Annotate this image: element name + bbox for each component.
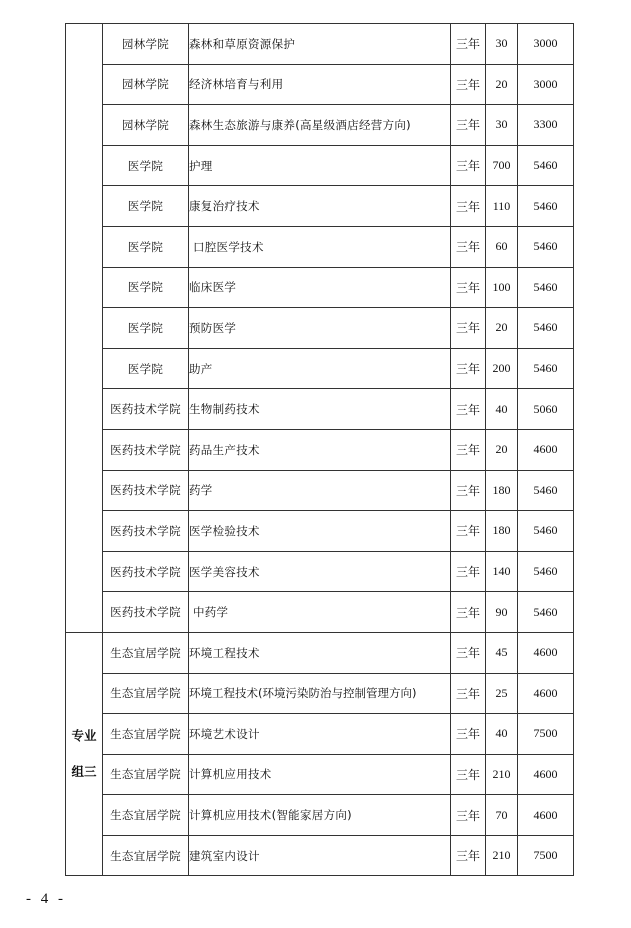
enrollment-table-body [66, 24, 574, 876]
quota-cell: 180 [486, 511, 518, 552]
group-cell-three [66, 632, 103, 876]
enrollment-table [65, 23, 574, 876]
quota-cell: 180 [486, 470, 518, 511]
years-cell: 三年 [451, 673, 486, 714]
college-cell: 医药技术学院 [103, 511, 189, 552]
major-cell: 康复治疗技术 [189, 186, 451, 227]
quota-cell: 20 [486, 64, 518, 105]
college-cell: 医药技术学院 [103, 429, 189, 470]
fee-cell: 3000 [518, 64, 574, 105]
fee-cell: 4600 [518, 754, 574, 795]
fee-cell: 5460 [518, 551, 574, 592]
fee-cell: 5460 [518, 592, 574, 633]
college-cell: 生态宜居学院 [103, 632, 189, 673]
table-row [66, 632, 574, 673]
major-cell: 计算机应用技术(智能家居方向) [189, 795, 451, 836]
table-row [66, 551, 574, 592]
years-cell: 三年 [451, 24, 486, 65]
college-cell: 医学院 [103, 348, 189, 389]
table-row [66, 795, 574, 836]
fee-cell: 7500 [518, 714, 574, 755]
quota-cell: 100 [486, 267, 518, 308]
table-row [66, 754, 574, 795]
years-cell: 三年 [451, 632, 486, 673]
years-cell: 三年 [451, 105, 486, 146]
years-cell: 三年 [451, 714, 486, 755]
major-cell: 护理 [189, 145, 451, 186]
table-row [66, 470, 574, 511]
major-cell: 计算机应用技术 [189, 754, 451, 795]
fee-cell: 7500 [518, 835, 574, 876]
quota-cell: 20 [486, 308, 518, 349]
college-cell: 园林学院 [103, 64, 189, 105]
years-cell: 三年 [451, 754, 486, 795]
college-cell: 医药技术学院 [103, 470, 189, 511]
major-cell: 药品生产技术 [189, 429, 451, 470]
college-cell: 医学院 [103, 267, 189, 308]
major-cell: 预防医学 [189, 308, 451, 349]
years-cell: 三年 [451, 511, 486, 552]
major-cell: 医学检验技术 [189, 511, 451, 552]
quota-cell: 210 [486, 835, 518, 876]
fee-cell: 5060 [518, 389, 574, 430]
years-cell: 三年 [451, 186, 486, 227]
college-cell: 医药技术学院 [103, 592, 189, 633]
quota-cell: 40 [486, 389, 518, 430]
college-cell: 园林学院 [103, 105, 189, 146]
years-cell: 三年 [451, 592, 486, 633]
college-cell: 生态宜居学院 [103, 714, 189, 755]
years-cell: 三年 [451, 429, 486, 470]
years-cell: 三年 [451, 389, 486, 430]
fee-cell: 4600 [518, 795, 574, 836]
college-cell: 生态宜居学院 [103, 835, 189, 876]
major-cell: 森林生态旅游与康养(高星级酒店经营方向) [189, 105, 451, 146]
table-row [66, 714, 574, 755]
table-row [66, 105, 574, 146]
quota-cell: 70 [486, 795, 518, 836]
quota-cell: 45 [486, 632, 518, 673]
fee-cell: 5460 [518, 470, 574, 511]
major-cell: 临床医学 [189, 267, 451, 308]
table-row [66, 348, 574, 389]
table-row [66, 835, 574, 876]
table-row [66, 226, 574, 267]
fee-cell: 3300 [518, 105, 574, 146]
quota-cell: 200 [486, 348, 518, 389]
quota-cell: 60 [486, 226, 518, 267]
years-cell: 三年 [451, 64, 486, 105]
years-cell: 三年 [451, 308, 486, 349]
years-cell: 三年 [451, 348, 486, 389]
table-row [66, 64, 574, 105]
page-number: - 4 - [26, 891, 66, 907]
years-cell: 三年 [451, 470, 486, 511]
college-cell: 生态宜居学院 [103, 795, 189, 836]
group-cell-previous [66, 24, 103, 633]
major-cell: 中药学 [189, 592, 451, 633]
major-cell: 环境工程技术 [189, 632, 451, 673]
major-cell: 药学 [189, 470, 451, 511]
fee-cell: 4600 [518, 632, 574, 673]
quota-cell: 140 [486, 551, 518, 592]
quota-cell: 30 [486, 24, 518, 65]
table-row [66, 145, 574, 186]
fee-cell: 5460 [518, 186, 574, 227]
fee-cell: 5460 [518, 308, 574, 349]
college-cell: 医学院 [103, 308, 189, 349]
quota-cell: 40 [486, 714, 518, 755]
fee-cell: 5460 [518, 267, 574, 308]
college-cell: 医药技术学院 [103, 551, 189, 592]
college-cell: 医学院 [103, 226, 189, 267]
table-row [66, 24, 574, 65]
fee-cell: 4600 [518, 673, 574, 714]
quota-cell: 25 [486, 673, 518, 714]
years-cell: 三年 [451, 795, 486, 836]
college-cell: 生态宜居学院 [103, 754, 189, 795]
table-row [66, 308, 574, 349]
major-cell: 口腔医学技术 [189, 226, 451, 267]
table-row [66, 267, 574, 308]
group-label-line2: 组三 [71, 764, 97, 780]
major-cell: 助产 [189, 348, 451, 389]
major-cell: 经济林培育与利用 [189, 64, 451, 105]
major-cell: 建筑室内设计 [189, 835, 451, 876]
fee-cell: 4600 [518, 429, 574, 470]
college-cell: 医学院 [103, 186, 189, 227]
major-cell: 环境艺术设计 [189, 714, 451, 755]
years-cell: 三年 [451, 226, 486, 267]
college-cell: 医学院 [103, 145, 189, 186]
quota-cell: 110 [486, 186, 518, 227]
college-cell: 园林学院 [103, 24, 189, 65]
table-row [66, 673, 574, 714]
years-cell: 三年 [451, 145, 486, 186]
table-row [66, 511, 574, 552]
college-cell: 医药技术学院 [103, 389, 189, 430]
major-cell: 医学美容技术 [189, 551, 451, 592]
group-label-line1: 专业 [71, 728, 97, 744]
fee-cell: 5460 [518, 226, 574, 267]
quota-cell: 30 [486, 105, 518, 146]
college-cell: 生态宜居学院 [103, 673, 189, 714]
years-cell: 三年 [451, 835, 486, 876]
fee-cell: 5460 [518, 511, 574, 552]
quota-cell: 90 [486, 592, 518, 633]
fee-cell: 3000 [518, 24, 574, 65]
table-row [66, 592, 574, 633]
table-row [66, 389, 574, 430]
table-row [66, 186, 574, 227]
major-cell: 环境工程技术(环境污染防治与控制管理方向) [189, 673, 451, 714]
table-row [66, 429, 574, 470]
years-cell: 三年 [451, 267, 486, 308]
quota-cell: 210 [486, 754, 518, 795]
fee-cell: 5460 [518, 348, 574, 389]
fee-cell: 5460 [518, 145, 574, 186]
quota-cell: 20 [486, 429, 518, 470]
major-cell: 生物制药技术 [189, 389, 451, 430]
quota-cell: 700 [486, 145, 518, 186]
years-cell: 三年 [451, 551, 486, 592]
major-cell: 森林和草原资源保护 [189, 24, 451, 65]
